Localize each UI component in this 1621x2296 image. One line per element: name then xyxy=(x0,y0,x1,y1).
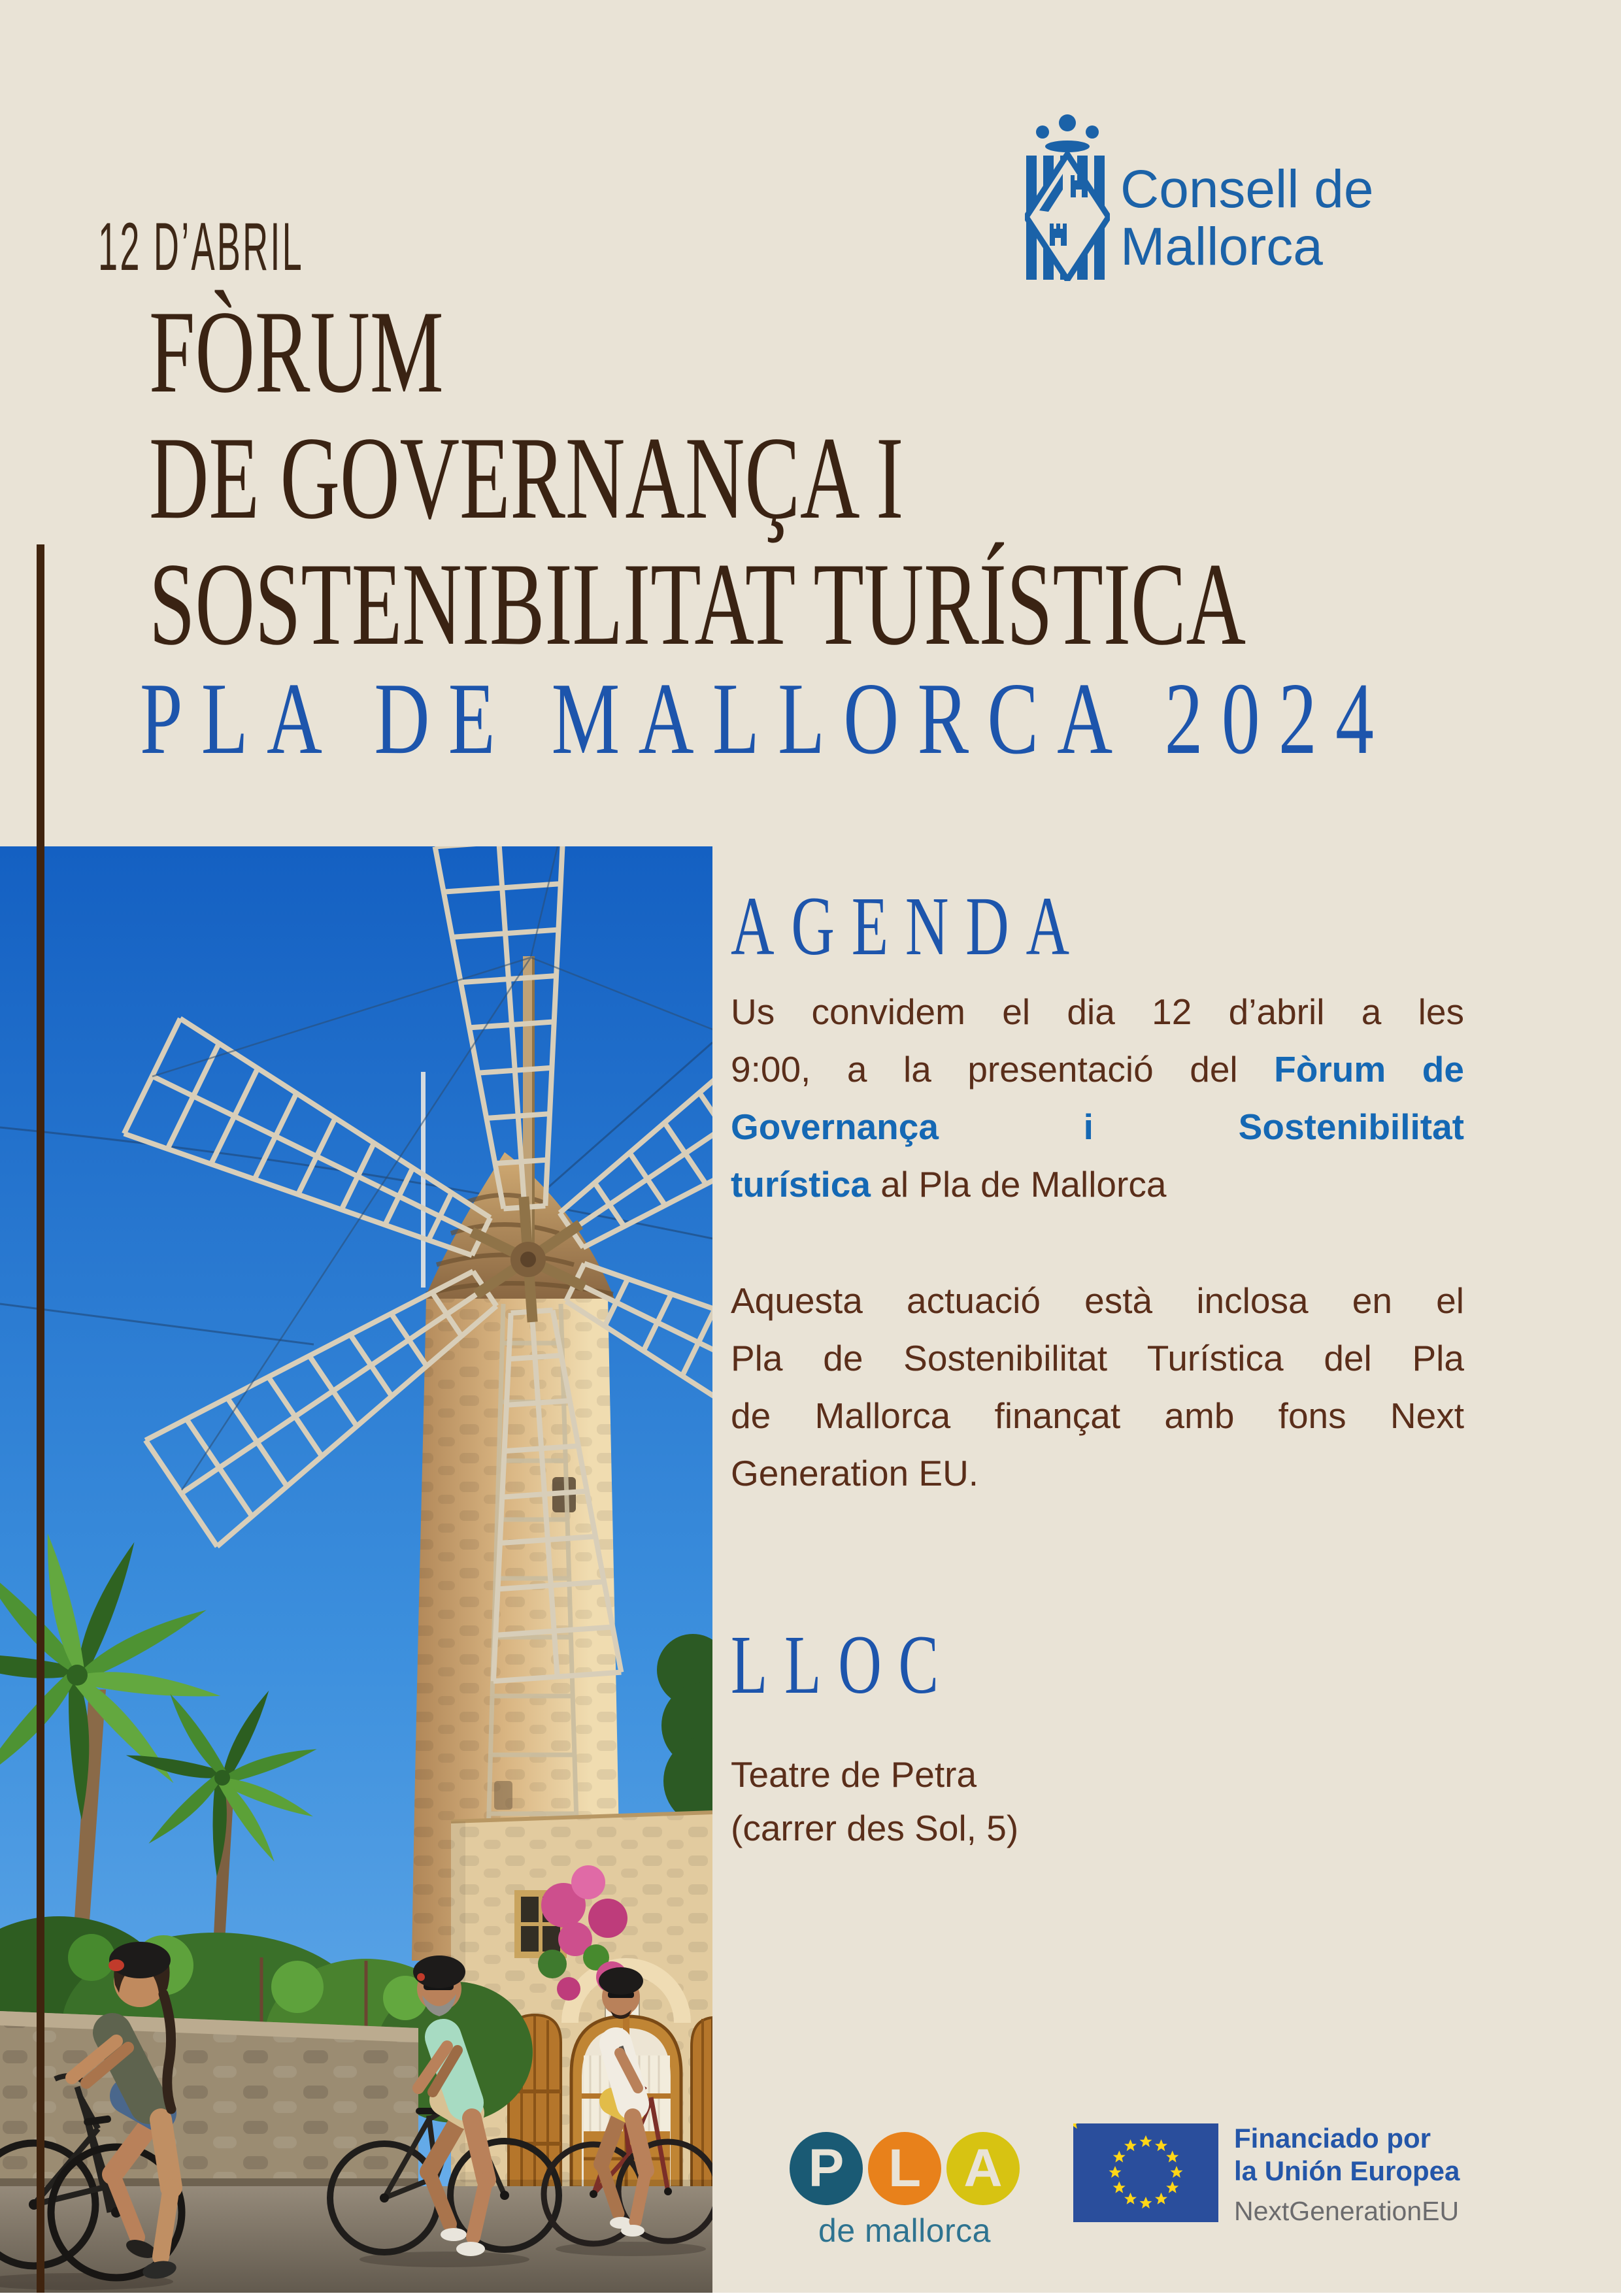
consell-logo-text xyxy=(1120,161,1373,276)
consell-shield-icon xyxy=(1025,112,1110,281)
eu-program-name: NextGenerationEU xyxy=(1234,2196,1460,2226)
event-date xyxy=(98,208,494,286)
subtitle: PLA DE MALLORCA 2024 xyxy=(140,661,1393,775)
consell-logo-line1: Consell de xyxy=(1120,159,1374,219)
agenda-p2-line4: Generation EU. xyxy=(731,1453,979,1493)
agenda-p1-line2: 9:00, a la presentació del Fòrum de xyxy=(731,1049,1464,1090)
agenda-paragraph-1 xyxy=(731,983,1464,1213)
title-line-2: DE GOVERNANÇA I xyxy=(149,413,904,544)
vertical-accent-line xyxy=(37,544,44,2293)
pla-de-mallorca-logo xyxy=(790,2132,1020,2205)
agenda-p2-line2: Pla de Sostenibilitat Turística del Pla xyxy=(731,1338,1464,1378)
pla-logo-letter-p: P xyxy=(790,2132,863,2205)
lloc-details xyxy=(731,1748,1464,1855)
pla-logo-letter-a: A xyxy=(946,2132,1020,2205)
agenda-paragraph-2 xyxy=(731,1272,1464,1502)
agenda-p1-line3: Governança i Sostenibilitat xyxy=(731,1106,1464,1147)
agenda-p1-line1: Us convidem el dia 12 d’abril a les xyxy=(731,991,1464,1032)
venue-name: Teatre de Petra xyxy=(731,1754,977,1795)
lloc-heading: LLOC xyxy=(731,1618,956,1711)
eu-funding-line2: la Unión Europea xyxy=(1234,2155,1460,2186)
pla-logo-caption: de mallorca xyxy=(818,2212,991,2249)
agenda-p2-line3: de Mallorca finançat amb fons Next xyxy=(731,1395,1464,1436)
agenda-p1-line4: turística al Pla de Mallorca xyxy=(731,1164,1167,1205)
title-line-3: SOSTENIBILITAT TURÍSTICA xyxy=(149,539,1246,670)
eu-funding-line1: Financiado por xyxy=(1234,2123,1431,2154)
title-line-1: FÒRUM xyxy=(149,287,444,418)
eu-flag-icon xyxy=(1073,2123,1218,2222)
venue-address: (carrer des Sol, 5) xyxy=(731,1808,1019,1848)
windmill-photo xyxy=(0,846,712,2293)
agenda-p2-line1: Aquesta actuació està inclosa en el xyxy=(731,1280,1464,1321)
pla-logo-letter-l: L xyxy=(868,2132,941,2205)
event-date-text: 12 D’ABRIL xyxy=(98,209,304,285)
consell-logo-line2: Mallorca xyxy=(1120,217,1323,276)
agenda-heading: AGENDA xyxy=(731,880,1086,973)
stone-wall xyxy=(0,2011,418,2188)
